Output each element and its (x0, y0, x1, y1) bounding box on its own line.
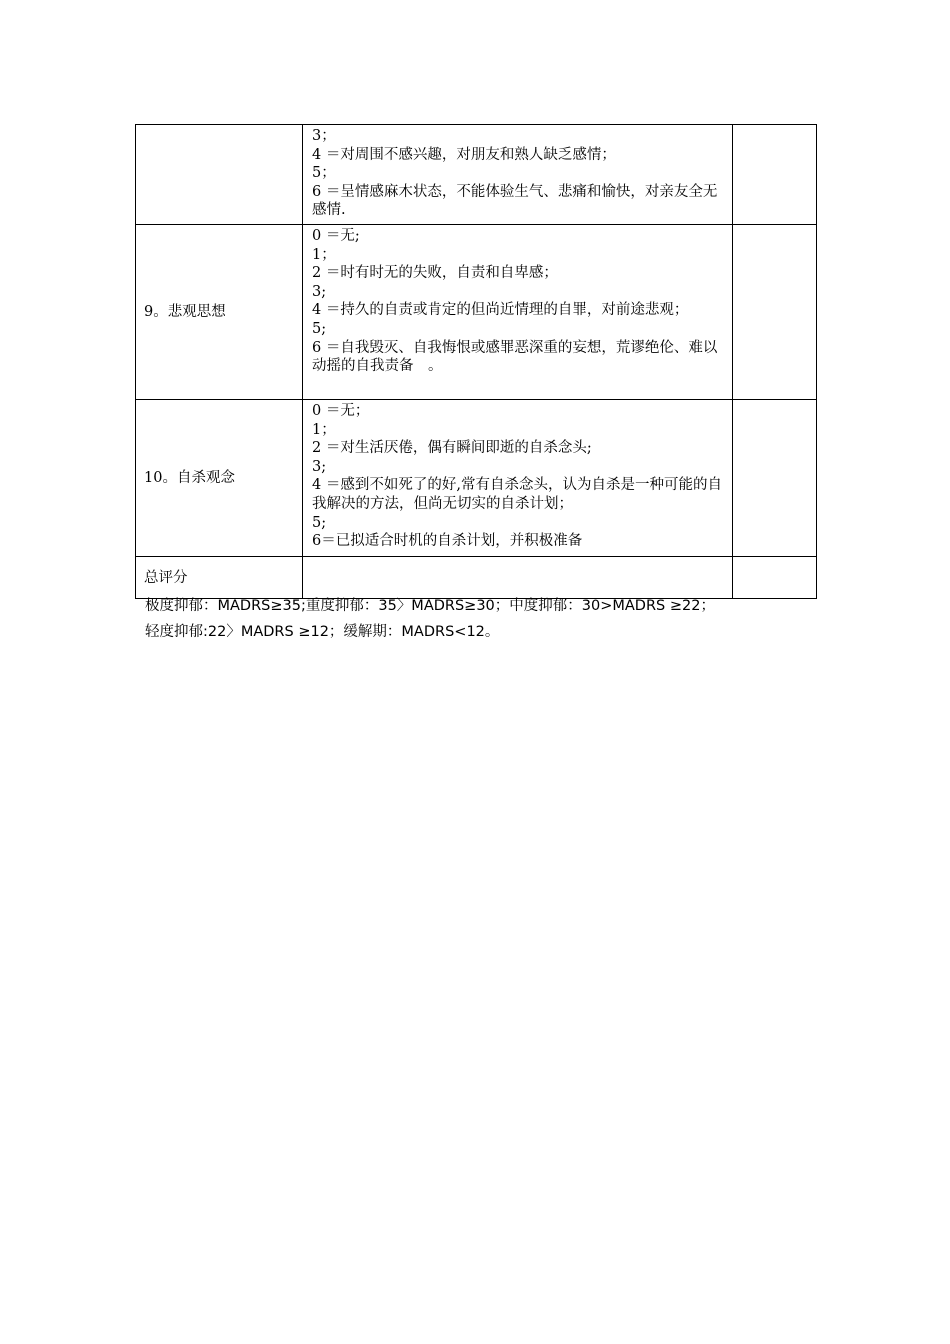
option-line: 3； (312, 128, 336, 144)
option-line: 6 ＝自我毁灭、自我悔恨或感罪恶深重的妄想，荒谬绝伦、难以动摇的自我责备 。 (312, 339, 718, 375)
table-row (136, 125, 817, 225)
option-line: 0 ＝无; (312, 228, 360, 244)
option-line: 3; (312, 458, 327, 475)
option-line: 4 ＝持久的自责或肯定的但尚近情理的自罪，对前途悲观； (312, 302, 689, 319)
option-line: 2 ＝时有时无的失败，自责和自卑感； (312, 265, 558, 282)
option-line: 3; (312, 283, 327, 300)
madrs-scale-table (135, 124, 817, 599)
option-line: 5; (312, 320, 327, 337)
severity-note-line: 轻度抑郁:22〉MADRS ≥12；缓解期：MADRS<12。 (145, 624, 500, 640)
option-line: 1； (312, 421, 336, 438)
severity-note-line: 极度抑郁：MADRS≥35;重度抑郁：35〉MADRS≥30；中度抑郁：30>MADRS ≥22； (145, 598, 715, 614)
table-row (136, 225, 817, 400)
option-line: 5; (312, 514, 327, 531)
total-score-label: 总评分 (136, 557, 303, 599)
options-cell (303, 225, 733, 400)
item-name-cell (136, 125, 303, 225)
option-line: 5； (312, 165, 336, 182)
score-cell (733, 225, 817, 400)
option-line: 6＝已拟适合时机的自杀计划，并积极准备 (312, 533, 583, 550)
option-line: 0 ＝无； (312, 403, 370, 419)
option-line: 2 ＝对生活厌倦，偶有瞬间即逝的自杀念头; (312, 440, 592, 457)
item-name-cell: 9。悲观思想 (136, 225, 303, 400)
item-name-cell: 10。自杀观念 (136, 400, 303, 557)
options-cell (303, 400, 733, 557)
option-line: 4 ＝对周围不感兴趣，对朋友和熟人缺乏感情； (312, 146, 616, 163)
score-cell (733, 125, 817, 225)
severity-notes (145, 593, 845, 645)
score-cell (733, 400, 817, 557)
options-cell (303, 125, 733, 225)
option-line: 6 ＝呈情感麻木状态，不能体验生气、悲痛和愉快，对亲友全无感情. (312, 183, 718, 219)
table-row (136, 400, 817, 557)
option-line: 4 ＝感到不如死了的好,常有自杀念头，认为自杀是一种可能的自我解决的方法，但尚无切实的自杀计划； (312, 477, 722, 512)
option-line: 1； (312, 246, 336, 263)
